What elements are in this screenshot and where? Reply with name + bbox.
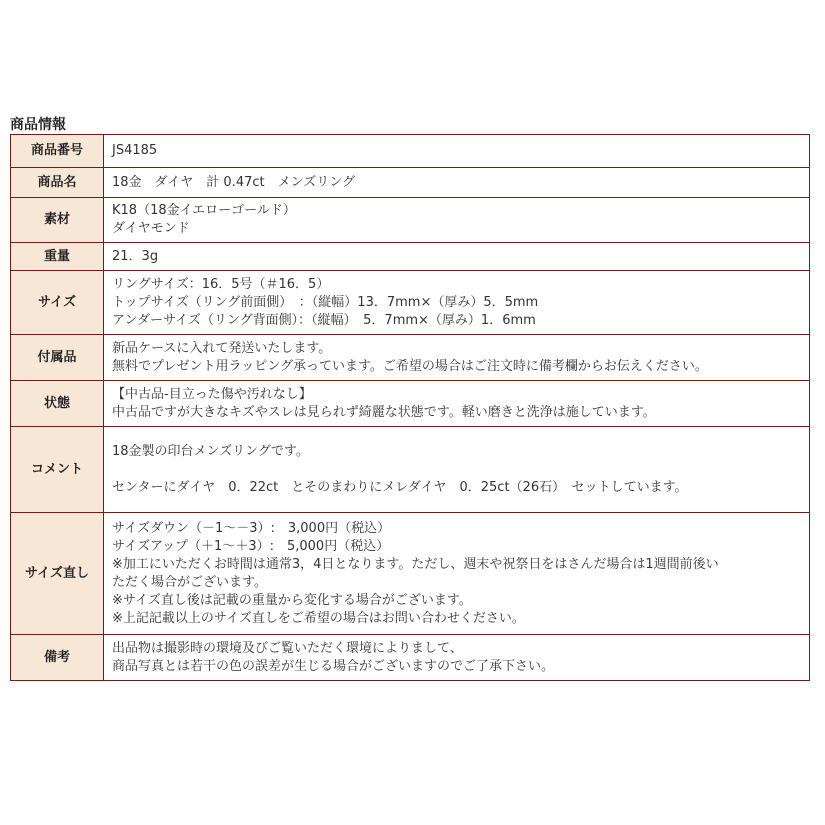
value-line: 無料でプレゼント用ラッピング承っています。ご希望の場合はご注文時に備考欄からお伝えください。 bbox=[112, 358, 708, 374]
row-label: 付属品 bbox=[11, 335, 104, 381]
value-line: 18金 ダイヤ 計 0.47ct メンズリング bbox=[112, 174, 355, 190]
table-row-size bbox=[11, 271, 810, 335]
value-line: センターにダイヤ 0．22ct とそのまわりにメレダイヤ 0．25ct（26石） セットしています。 bbox=[112, 479, 688, 495]
row-label: サイズ直し bbox=[11, 513, 104, 635]
row-label: 重量 bbox=[11, 243, 104, 271]
blank-line bbox=[112, 461, 809, 479]
value-line: 21．3g bbox=[112, 248, 159, 264]
row-value bbox=[104, 427, 810, 513]
row-value bbox=[104, 271, 810, 335]
row-label: 素材 bbox=[11, 198, 104, 243]
row-label: 商品名 bbox=[11, 168, 104, 198]
row-label: 備考 bbox=[11, 635, 104, 681]
table-row-condition bbox=[11, 381, 810, 427]
row-value bbox=[104, 243, 810, 271]
value-line: 中古品ですが大きなキズやスレは見られず綺麗な状態です。軽い磨きと洗浄は施しています。 bbox=[112, 404, 656, 420]
section-title: 商品情報 bbox=[10, 117, 66, 133]
value-line: 18金製の印台メンズリングです。 bbox=[112, 443, 309, 459]
value-line: トップサイズ（リング前面側） ：（縦幅）13．7mm×（厚み）5．5mm bbox=[112, 294, 539, 310]
row-value bbox=[104, 198, 810, 243]
table-row-product-name bbox=[11, 168, 810, 198]
value-line: ダイヤモンド bbox=[112, 221, 190, 236]
row-label: コメント bbox=[11, 427, 104, 513]
value-line: アンダーサイズ（リング背面側）：（縦幅） 5．7mm×（厚み）1．6mm bbox=[112, 312, 536, 328]
value-line: K18（18金イエローゴールド） bbox=[112, 203, 296, 218]
table-row-product-number bbox=[11, 135, 810, 168]
value-line: 新品ケースに入れて発送いたします。 bbox=[112, 340, 332, 356]
value-line: リングサイズ：16．5号（＃16．5） bbox=[112, 276, 330, 292]
row-value bbox=[104, 168, 810, 198]
value-line: ※加工にいただくお時間は通常3，4日となります。ただし、週末や祝祭日をはさんだ場合は1週間前後い bbox=[112, 556, 719, 572]
row-value bbox=[104, 335, 810, 381]
row-value bbox=[104, 135, 810, 168]
row-value bbox=[104, 513, 810, 635]
value-line: 【中古品-目立った傷や汚れなし】 bbox=[112, 386, 312, 402]
row-label: 商品番号 bbox=[11, 135, 104, 168]
value-line: 出品物は撮影時の環境及びご覧いただく環境によりまして、 bbox=[112, 640, 463, 656]
value-line: サイズアップ（＋1～＋3）: 5,000円（税込） bbox=[112, 538, 390, 554]
product-info-table bbox=[10, 134, 810, 681]
row-label: サイズ bbox=[11, 271, 104, 335]
table-row-comment bbox=[11, 427, 810, 513]
row-value bbox=[104, 635, 810, 681]
row-value bbox=[104, 381, 810, 427]
value-line: ただく場合がございます。 bbox=[112, 574, 267, 590]
table-row-accessories bbox=[11, 335, 810, 381]
value-line: 商品写真とは若干の色の誤差が生じる場合がございますのでご了承下さい。 bbox=[112, 658, 555, 674]
table-row-remarks bbox=[11, 635, 810, 681]
value-line: サイズダウン（－1～－3）: 3,000円（税込） bbox=[112, 520, 391, 536]
value-line: ※上記記載以上のサイズ直しをご希望の場合はお問い合わせください。 bbox=[112, 610, 525, 626]
table-row-resizing bbox=[11, 513, 810, 635]
value-line: JS4185 bbox=[112, 143, 158, 158]
row-label: 状態 bbox=[11, 381, 104, 427]
table-row-weight bbox=[11, 243, 810, 271]
value-line: ※サイズ直し後は記載の重量から変化する場合がございます。 bbox=[112, 592, 472, 608]
table-row-material bbox=[11, 198, 810, 243]
